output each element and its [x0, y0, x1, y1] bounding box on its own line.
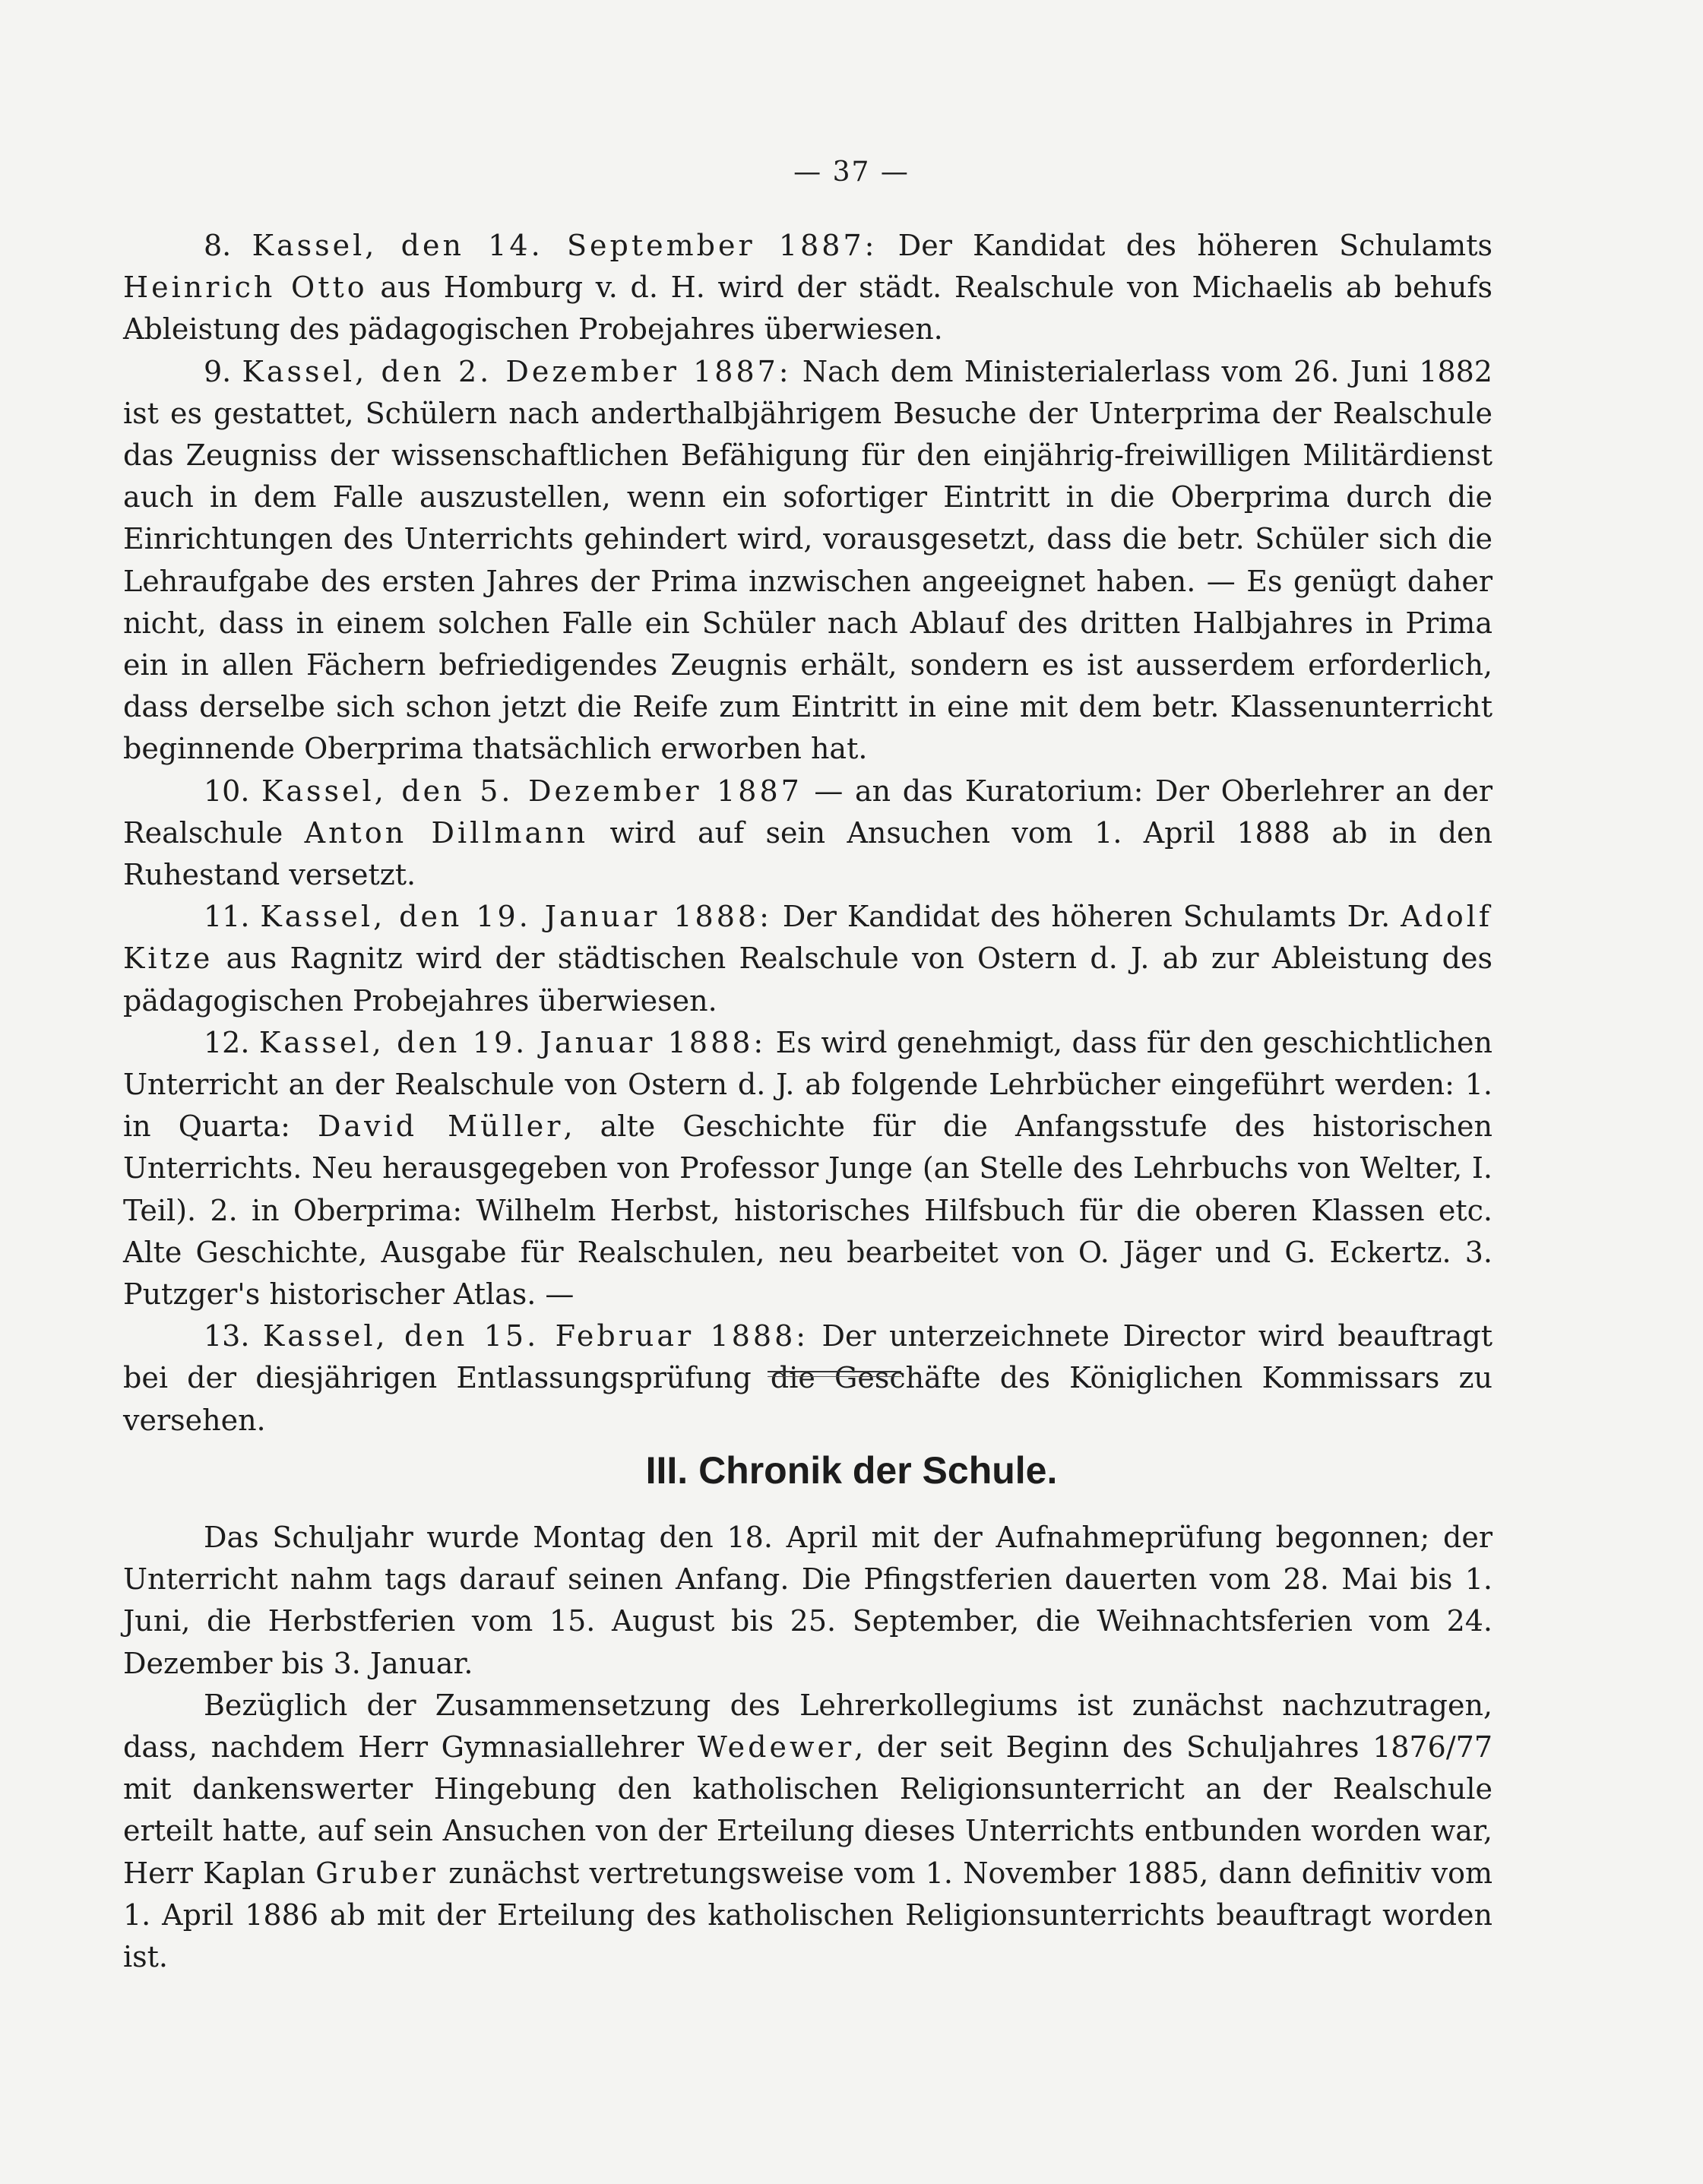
entry-12	[123, 1022, 1492, 1315]
section-heading: III. Chronik der Schule.	[645, 1449, 1058, 1492]
entry-text: — an das Kuratorium: Der Oberlehrer an der Realschule	[123, 774, 1492, 850]
entry-text: , alte Geschichte für die Anfangsstufe des historischen Unterrichts. Neu herausgegeben von Professor Junge (an Stelle des Lehrbuchs von Welter, I. Teil). 2. in Oberprima: Wilhelm Herbst, historisches Hilfsbuch für die oberen Klassen etc. Alte Geschichte, Ausgabe für Realschulen, neu bearbeitet von O. Jäger und G. Eckertz. 3. Putzger's historischer Atlas. —	[123, 1109, 1492, 1312]
entry-9	[123, 351, 1492, 771]
entry-8	[123, 225, 1492, 351]
entry-text: aus Ragnitz wird der städtischen Realschule von Ostern d. J. ab zur Ableistung des pädagogischen Probejahres überwiesen.	[123, 942, 1492, 1018]
entry-text: wird auf sein Ansuchen vom 1. April 1888 ab in den Ruhestand versetzt.	[123, 815, 1493, 892]
chronicle-paragraph-1	[123, 1517, 1492, 1685]
entry-place-date: Kassel, den 19. Januar 1888:	[260, 900, 772, 934]
entry-number: 10.	[204, 774, 262, 808]
entry-place-date: Kassel, den 2. Dezember 1887:	[242, 354, 792, 388]
chronicle-person: Gruber	[315, 1856, 439, 1890]
entry-number: 13.	[204, 1319, 263, 1353]
entry-13	[123, 1315, 1492, 1442]
entry-text: Der Kandidat des höheren Schulamts Dr.	[771, 900, 1401, 934]
chronicle-text-run: Bezüglich der Zusammensetzung des Lehrerkollegiums ist zunächst nachzutragen, dass, nachdem Herr Gymnasiallehrer	[123, 1688, 1492, 1765]
page-number: — 37 —	[793, 157, 910, 188]
chronicle-text-run: zunächst vertretungsweise vom 1. November 1885, dann definitiv vom 1. April 1886 ab mit der Erteilung des katholischen Religionsunterrichts beauftragt worden ist.	[123, 1856, 1492, 1974]
entry-number: 8.	[204, 229, 252, 262]
entry-number: 12.	[204, 1025, 259, 1059]
entry-text: Der Kandidat des höheren Schulamts	[877, 229, 1492, 262]
entry-10	[123, 771, 1492, 897]
entry-place-date: Kassel, den 19. Januar 1888:	[258, 1025, 767, 1059]
entry-text: Der unterzeichnete Director wird beauftragt bei der diesjährigen Entlassungsprüfung die Geschäfte des Königlichen Kommissars zu versehen.	[123, 1319, 1493, 1437]
decree-entries	[123, 225, 1492, 1442]
entry-person: Anton Dillmann	[304, 815, 589, 850]
entry-place-date: Kassel, den 5. Dezember 1887	[261, 774, 802, 808]
entry-person: David Müller	[317, 1109, 564, 1144]
entry-number: 9.	[204, 354, 242, 388]
entry-place-date: Kassel, den 15. Februar 1888:	[262, 1319, 809, 1353]
entry-person: Adolf Kitze	[123, 900, 1492, 976]
entry-number: 11.	[204, 900, 261, 934]
entry-place-date: Kassel, den 14. September 1887:	[252, 229, 878, 262]
entry-text: Nach dem Ministerialerlass vom 26. Juni 1882 ist es gestattet, Schülern nach anderthalbjährigem Besuche der Unterprima der Realschule das Zeugniss der wissenschaftlichen Befähigung für den einjährig-freiwilligen Militärdienst auch in dem Falle auszustellen, wenn ein sofortiger Eintritt in die Oberprima durch die Einrichtungen des Unterrichts gehindert wird, vorausgesetzt, dass die betr. Schüler sich die Lehraufgabe des ersten Jahres der Prima inzwischen angeeignet haben. — Es genügt daher nicht, dass in einem solchen Falle ein Schüler nach Ablauf des dritten Halbjahres in Prima ein in allen Fächern befriedigendes Zeugnis erhält, sondern es ist ausserdem erforderlich, dass derselbe sich schon jetzt die Reife zum Eintritt in eine mit dem betr. Klassenunterricht beginnende Oberprima thatsächlich erworben hat.	[123, 354, 1492, 766]
chronicle-text-run: Das Schuljahr wurde Montag den 18. April mit der Aufnahmeprüfung begonnen; der Unterricht nahm tags darauf seinen Anfang. Die Pfingstferien dauerten vom 28. Mai bis 1. Juni, die Herbstferien vom 15. August bis 25. September, die Weihnachtsferien vom 24. Dezember bis 3. Januar.	[123, 1521, 1492, 1680]
entry-person: Heinrich Otto	[123, 271, 368, 305]
chronicle-text-run: , der seit Beginn des Schuljahres 1876/77 mit dankenswerter Hingebung den katholischen Religionsunterricht an der Realschule erteilt hatte, auf sein Ansuchen von der Erteilung dieses Unterrichts entbunden worden war, Herr Kaplan	[123, 1730, 1492, 1890]
chronicle-person: Wedewer	[697, 1730, 855, 1765]
entry-11	[123, 896, 1492, 1022]
section-divider	[768, 1371, 901, 1372]
chronicle-paragraph-2	[123, 1685, 1492, 1978]
chronicle-text	[123, 1517, 1492, 1978]
entry-text: aus Homburg v. d. H. wird der städt. Realschule von Michaelis ab behufs Ableistung des pädagogischen Probejahres überwiesen.	[123, 271, 1492, 347]
entry-text: Es wird genehmigt, dass für den geschichtlichen Unterricht an der Realschule von Ostern d. J. ab folgende Lehrbücher eingeführt werden: 1. in Quarta:	[123, 1025, 1493, 1144]
